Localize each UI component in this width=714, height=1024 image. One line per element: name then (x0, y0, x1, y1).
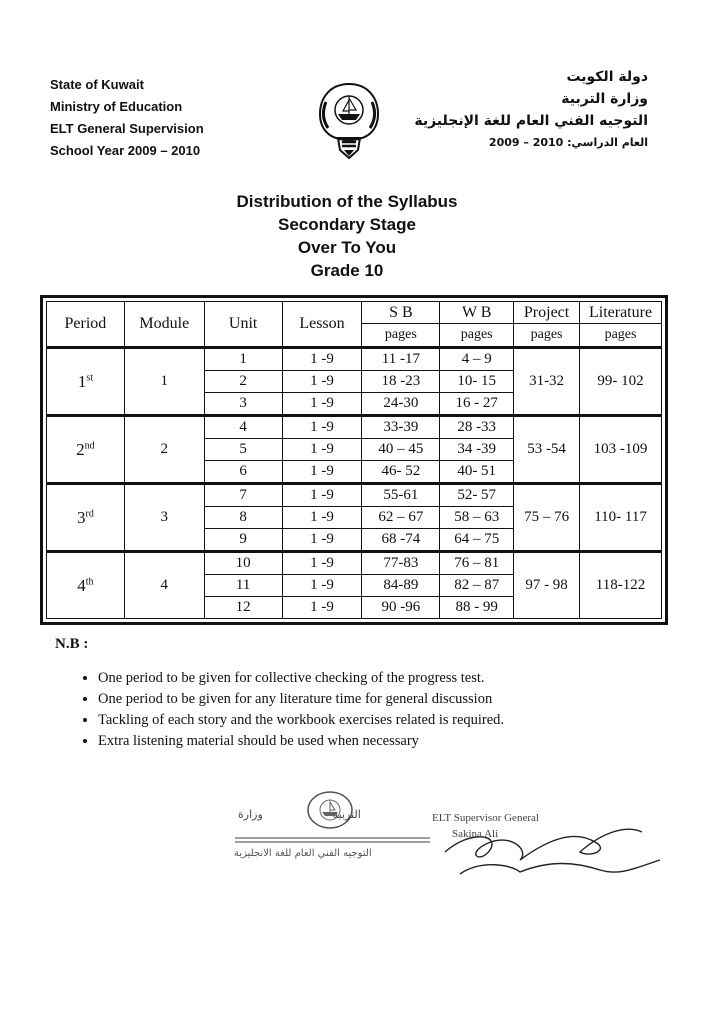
table-header-row (47, 302, 662, 324)
signature-stamp-area (230, 790, 670, 900)
table-row (47, 348, 662, 371)
literature-pages-cell: 103 -109 (580, 416, 662, 484)
header-ar-ministry: وزارة التربية (561, 91, 648, 107)
col-header-wb: W B (440, 302, 514, 324)
col-subheader-sb-pages: pages (362, 324, 440, 348)
wb-pages-cell: 16 - 27 (440, 393, 514, 416)
header-state: State of Kuwait (50, 77, 144, 92)
project-pages-cell: 31-32 (514, 348, 580, 416)
table-row (47, 416, 662, 439)
col-header-module: Module (124, 302, 204, 348)
lesson-cell: 1 -9 (282, 507, 362, 529)
lesson-cell: 1 -9 (282, 416, 362, 439)
period-group-1 (47, 348, 662, 416)
literature-pages-cell: 110- 117 (580, 484, 662, 552)
table-row (47, 552, 662, 575)
syllabus-table-frame (40, 295, 668, 625)
wb-pages-cell: 40- 51 (440, 461, 514, 484)
supervisor-name: Sakina Ali (452, 828, 499, 840)
sb-pages-cell: 18 -23 (362, 371, 440, 393)
title-line-4: Grade 10 (310, 261, 384, 280)
period-number: 2 (76, 439, 85, 459)
unit-cell: 1 (204, 348, 282, 371)
period-cell (47, 416, 125, 484)
wb-pages-cell: 58 – 63 (440, 507, 514, 529)
lesson-cell: 1 -9 (282, 348, 362, 371)
title-line-1: Distribution of the Syllabus (236, 192, 458, 211)
literature-pages-cell: 99- 102 (580, 348, 662, 416)
unit-cell: 12 (204, 597, 282, 619)
sb-pages-cell: 40 – 45 (362, 439, 440, 461)
title-line-2: Secondary Stage (278, 215, 416, 234)
period-number: 4 (77, 575, 86, 595)
col-header-period: Period (47, 302, 125, 348)
title-line-3: Over To You (297, 238, 397, 257)
table-row (47, 484, 662, 507)
col-subheader-literature-pages: pages (580, 324, 662, 348)
list-item: • Tackling of each story and the workbook exercises related is required. (98, 710, 504, 731)
sb-pages-cell: 62 – 67 (362, 507, 440, 529)
unit-cell: 11 (204, 575, 282, 597)
col-subheader-project-pages: pages (514, 324, 580, 348)
col-header-sb: S B (362, 302, 440, 324)
wb-pages-cell: 10- 15 (440, 371, 514, 393)
notes-list (74, 668, 504, 752)
col-header-literature: Literature (580, 302, 662, 324)
col-subheader-wb-pages: pages (440, 324, 514, 348)
sb-pages-cell: 24-30 (362, 393, 440, 416)
stamp-arabic-top (238, 808, 361, 821)
unit-cell: 6 (204, 461, 282, 484)
wb-pages-cell: 88 - 99 (440, 597, 514, 619)
lesson-cell: 1 -9 (282, 597, 362, 619)
wb-pages-cell: 4 – 9 (440, 348, 514, 371)
wb-pages-cell: 34 -39 (440, 439, 514, 461)
header-supervision: ELT General Supervision (50, 121, 204, 136)
period-suffix: rd (85, 507, 94, 519)
col-header-lesson: Lesson (282, 302, 362, 348)
sb-pages-cell: 46- 52 (362, 461, 440, 484)
header-left-block (50, 74, 204, 162)
module-cell: 1 (124, 348, 204, 416)
sb-pages-cell: 11 -17 (362, 348, 440, 371)
period-group-4 (47, 552, 662, 619)
supervisor-title: ELT Supervisor General (432, 812, 539, 824)
period-group-3 (47, 484, 662, 552)
literature-pages-cell: 118-122 (580, 552, 662, 619)
lesson-cell: 1 -9 (282, 484, 362, 507)
list-item: • One period to be given for any literature time for general discussion (98, 689, 504, 710)
unit-cell: 4 (204, 416, 282, 439)
header-ar-supervision: التوجيه الفني العام للغة الإنجليزية (414, 113, 648, 129)
wb-pages-cell: 64 – 75 (440, 529, 514, 552)
list-item: • Extra listening material should be used when necessary (98, 731, 504, 752)
period-group-2 (47, 416, 662, 484)
sb-pages-cell: 90 -96 (362, 597, 440, 619)
period-cell (47, 484, 125, 552)
stamp-line (235, 838, 430, 842)
period-suffix: th (85, 575, 94, 587)
header-school-year: School Year 2009 – 2010 (50, 143, 201, 158)
unit-cell: 2 (204, 371, 282, 393)
project-pages-cell: 75 – 76 (514, 484, 580, 552)
wb-pages-cell: 52- 57 (440, 484, 514, 507)
kuwait-emblem-icon (316, 80, 382, 160)
header-right-block (414, 66, 648, 154)
document-title (0, 190, 694, 282)
lesson-cell: 1 -9 (282, 371, 362, 393)
stamp-ar-left: التربية (332, 808, 361, 821)
period-cell (47, 552, 125, 619)
syllabus-table (46, 301, 662, 619)
nb-label: N.B : (55, 636, 89, 652)
project-pages-cell: 53 -54 (514, 416, 580, 484)
unit-cell: 5 (204, 439, 282, 461)
header-ar-year-label: العام الدراسي: (567, 136, 648, 149)
sb-pages-cell: 68 -74 (362, 529, 440, 552)
module-cell: 3 (124, 484, 204, 552)
stamp-arabic-bottom: التوجيه الفني العام للغة الانجليزية (234, 848, 372, 859)
stamp-ar-right: وزارة (238, 808, 263, 821)
lesson-cell: 1 -9 (282, 439, 362, 461)
module-cell: 4 (124, 552, 204, 619)
header-ministry: Ministry of Education (50, 99, 183, 114)
lesson-cell: 1 -9 (282, 393, 362, 416)
sb-pages-cell: 33-39 (362, 416, 440, 439)
unit-cell: 8 (204, 507, 282, 529)
sb-pages-cell: 77-83 (362, 552, 440, 575)
header-ar-state: دولة الكويت (566, 69, 648, 85)
period-cell (47, 348, 125, 416)
unit-cell: 7 (204, 484, 282, 507)
col-header-project: Project (514, 302, 580, 324)
period-number: 3 (77, 507, 86, 527)
list-item: • One period to be given for collective checking of the progress test. (98, 668, 504, 689)
wb-pages-cell: 82 – 87 (440, 575, 514, 597)
col-header-unit: Unit (204, 302, 282, 348)
sb-pages-cell: 55-61 (362, 484, 440, 507)
wb-pages-cell: 28 -33 (440, 416, 514, 439)
unit-cell: 3 (204, 393, 282, 416)
sb-pages-cell: 84-89 (362, 575, 440, 597)
lesson-cell: 1 -9 (282, 529, 362, 552)
lesson-cell: 1 -9 (282, 461, 362, 484)
lesson-cell: 1 -9 (282, 575, 362, 597)
lesson-cell: 1 -9 (282, 552, 362, 575)
period-number: 1 (77, 371, 87, 391)
header-ar-school-year (414, 132, 648, 154)
header-ar-year-value: 2009 – 2010 (488, 136, 564, 149)
period-suffix: st (86, 371, 94, 383)
module-cell: 2 (124, 416, 204, 484)
project-pages-cell: 97 - 98 (514, 552, 580, 619)
unit-cell: 10 (204, 552, 282, 575)
unit-cell: 9 (204, 529, 282, 552)
period-suffix: nd (84, 439, 95, 451)
wb-pages-cell: 76 – 81 (440, 552, 514, 575)
